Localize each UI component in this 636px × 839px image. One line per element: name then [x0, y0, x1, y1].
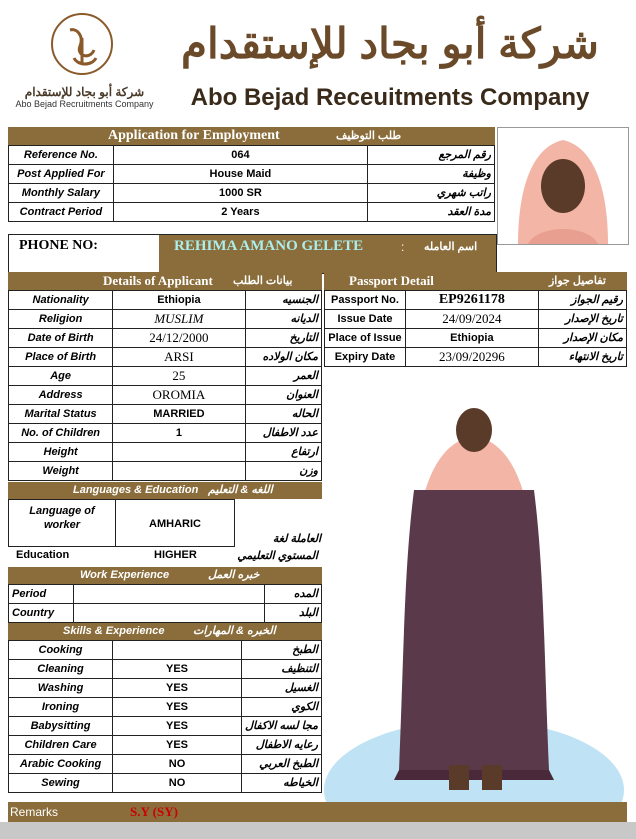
- table-row: [325, 329, 627, 348]
- table-row: [9, 386, 322, 405]
- row-value: House Maid: [113, 165, 367, 184]
- row-value: YES: [113, 698, 242, 717]
- row-value: 1: [113, 424, 245, 443]
- row-label: Weight: [9, 462, 113, 481]
- logo-english-text: Abo Bejad Recruitments Company: [15, 99, 154, 109]
- row-value: 2 Years: [113, 203, 367, 222]
- row-label-ar: الغسيل: [241, 679, 321, 698]
- passport-header: [324, 272, 627, 290]
- row-label-ar: الديانه: [245, 310, 321, 329]
- row-label: Date of Birth: [9, 329, 113, 348]
- languages-title: Languages & Education: [73, 484, 199, 496]
- row-label-ar: التاريخ: [245, 329, 321, 348]
- table-row: [9, 641, 322, 660]
- row-label: Nationality: [9, 291, 113, 310]
- row-label-ar: مدة العقد: [367, 203, 494, 222]
- row-value: 24/12/2000: [113, 329, 245, 348]
- row-label-ar: التنظيف: [241, 660, 321, 679]
- table-row: [9, 329, 322, 348]
- skills-table: [8, 640, 322, 793]
- row-value: 064: [113, 146, 367, 165]
- row-label-ar: العنوان: [245, 386, 321, 405]
- row-value: [113, 462, 245, 481]
- row-label-ar: رعايه الاطفال: [241, 736, 321, 755]
- row-value: MUSLIM: [113, 310, 245, 329]
- table-row: [9, 679, 322, 698]
- row-label: Age: [9, 367, 113, 386]
- row-label: Place of Birth: [9, 348, 113, 367]
- company-logo: [12, 8, 157, 113]
- phone-label: PHONE NO:: [19, 238, 98, 253]
- row-label-ar: الكوي: [241, 698, 321, 717]
- row-label: Arabic Cooking: [9, 755, 113, 774]
- row-value: Ethiopia: [405, 329, 538, 348]
- table-row: [9, 604, 322, 623]
- skills-title: Skills & Experience: [63, 625, 165, 637]
- table-row: [9, 424, 322, 443]
- row-label: Cooking: [9, 641, 113, 660]
- logo-emblem-icon: [12, 8, 157, 80]
- table-row: [9, 203, 495, 222]
- table-row: [9, 405, 322, 424]
- applicant-title: Details of Applicant: [103, 273, 213, 288]
- row-label-ar: راتب شهري: [367, 184, 494, 203]
- row-label-ar: العمر: [245, 367, 321, 386]
- row-label-ar: البلد: [265, 604, 322, 623]
- table-row: [9, 146, 495, 165]
- passport-title-ar: تفاصيل جواز: [549, 275, 606, 287]
- row-label-ar: ارتفاع: [245, 443, 321, 462]
- table-row: [325, 291, 627, 310]
- table-row: [9, 367, 322, 386]
- languages-title-ar: اللغه & التعليم: [208, 484, 273, 496]
- worker-name: REHIMA AMANO GELETE: [174, 238, 364, 254]
- remarks-label: Remarks: [10, 805, 59, 819]
- education-value: HIGHER: [154, 549, 197, 561]
- applicant-header: [8, 272, 322, 290]
- row-label: Post Applied For: [9, 165, 114, 184]
- row-label-ar: الخياطه: [241, 774, 321, 793]
- row-label: Children Care: [9, 736, 113, 755]
- row-label: Period: [9, 585, 74, 604]
- work-title-ar: خبره العمل: [208, 569, 260, 581]
- table-row: [9, 698, 322, 717]
- table-row: [9, 774, 322, 793]
- row-label: Reference No.: [9, 146, 114, 165]
- table-row: [9, 291, 322, 310]
- language-label-ar: العاملة لغة: [272, 533, 321, 545]
- table-row: [9, 585, 322, 604]
- row-value: ARSI: [113, 348, 245, 367]
- row-label: Place of Issue: [325, 329, 406, 348]
- row-value: [113, 641, 242, 660]
- row-value: EP9261178: [405, 291, 538, 310]
- row-value: YES: [113, 717, 242, 736]
- row-value: MARRIED: [113, 405, 245, 424]
- row-label-ar: الطبخ: [241, 641, 321, 660]
- row-label-ar: وظيفة: [367, 165, 494, 184]
- row-label: Height: [9, 443, 113, 462]
- row-label-ar: الجنسيه: [245, 291, 321, 310]
- table-row: [325, 348, 627, 367]
- table-row: [9, 165, 495, 184]
- applicant-title-ar: بيانات الطلب: [233, 275, 293, 287]
- row-label-ar: تاريخ الانتهاء: [538, 348, 626, 367]
- language-label: Language of worker: [29, 505, 95, 531]
- row-value: YES: [113, 736, 242, 755]
- skills-title-ar: الخبره & المهارات: [193, 625, 276, 637]
- row-label: Passport No.: [325, 291, 406, 310]
- row-label: Marital Status: [9, 405, 113, 424]
- row-label: Issue Date: [325, 310, 406, 329]
- row-value: NO: [113, 755, 242, 774]
- languages-block: [8, 499, 322, 565]
- work-table: [8, 584, 322, 623]
- row-label-ar: مكان الإصدار: [538, 329, 626, 348]
- skills-header: [8, 623, 322, 640]
- row-label-ar: وزن: [245, 462, 321, 481]
- row-label-ar: مجا لسه الاكفال: [241, 717, 321, 736]
- row-value: YES: [113, 660, 242, 679]
- row-value: [113, 443, 245, 462]
- row-label: Cleaning: [9, 660, 113, 679]
- row-label: Monthly Salary: [9, 184, 114, 203]
- row-label-ar: الحاله: [245, 405, 321, 424]
- table-row: [9, 736, 322, 755]
- row-label: No. of Children: [9, 424, 113, 443]
- row-value: 1000 SR: [113, 184, 367, 203]
- row-value: 24/09/2024: [405, 310, 538, 329]
- row-label: Country: [9, 604, 74, 623]
- row-label: Religion: [9, 310, 113, 329]
- remarks-value: S.Y (SY): [130, 804, 178, 819]
- table-row: [9, 184, 495, 203]
- logo-arabic-text: شركة أبو بجاد للإستقدام: [24, 85, 145, 99]
- row-value: 23/09/20296: [405, 348, 538, 367]
- row-label: Washing: [9, 679, 113, 698]
- row-value: [73, 585, 265, 604]
- application-table: [8, 145, 495, 222]
- row-value: 25: [113, 367, 245, 386]
- company-name-english: Abo Bejad Receuitments Company: [190, 84, 590, 111]
- passport-title: Passport Detail: [349, 273, 434, 288]
- row-label: Babysitting: [9, 717, 113, 736]
- row-label-ar: رقم المرجع: [367, 146, 494, 165]
- table-row: [325, 310, 627, 329]
- row-label-ar: مكان الولاده: [245, 348, 321, 367]
- row-label: Contract Period: [9, 203, 114, 222]
- worker-name-label-ar: اسم العامله: [424, 241, 478, 253]
- table-row: [9, 660, 322, 679]
- table-row: [9, 310, 322, 329]
- application-title-ar: طلب التوظيف: [336, 130, 402, 142]
- education-label: Education: [16, 549, 70, 561]
- row-value: YES: [113, 679, 242, 698]
- phone-row: PHONE NO: REHIMA AMANO GELETE : اسم العامله: [8, 234, 497, 274]
- row-value: OROMIA: [113, 386, 245, 405]
- application-header: [8, 127, 495, 145]
- language-value: AMHARIC: [149, 518, 201, 530]
- table-row: [9, 755, 322, 774]
- table-row: [9, 462, 322, 481]
- work-header: [8, 567, 322, 584]
- applicant-full-photo: [324, 370, 627, 802]
- row-label-ar: عدد الاطفال: [245, 424, 321, 443]
- row-label-ar: الطبخ العربي: [241, 755, 321, 774]
- applicant-headshot: [497, 127, 629, 245]
- table-row: [9, 443, 322, 462]
- table-row: [9, 717, 322, 736]
- languages-header: [8, 482, 322, 499]
- work-title: Work Experience: [80, 569, 170, 581]
- passport-table: [324, 290, 627, 367]
- row-label-ar: رقيم الجواز: [538, 291, 626, 310]
- table-row: [9, 348, 322, 367]
- row-label: Ironing: [9, 698, 113, 717]
- company-name-arabic: شركة أبو بجاد للإستقدام: [181, 20, 599, 67]
- row-value: Ethiopia: [113, 291, 245, 310]
- row-label-ar: المده: [265, 585, 322, 604]
- application-title: Application for Employment: [108, 128, 280, 143]
- remarks-bar: [8, 802, 627, 822]
- applicant-table: [8, 290, 322, 481]
- row-label: Expiry Date: [325, 348, 406, 367]
- row-value: NO: [113, 774, 242, 793]
- bottom-strip: [0, 822, 636, 839]
- row-label-ar: تاريخ الإصدار: [538, 310, 626, 329]
- education-label-ar: المستوي التعليمي: [237, 550, 318, 562]
- row-value: [73, 604, 265, 623]
- row-label: Address: [9, 386, 113, 405]
- row-label: Sewing: [9, 774, 113, 793]
